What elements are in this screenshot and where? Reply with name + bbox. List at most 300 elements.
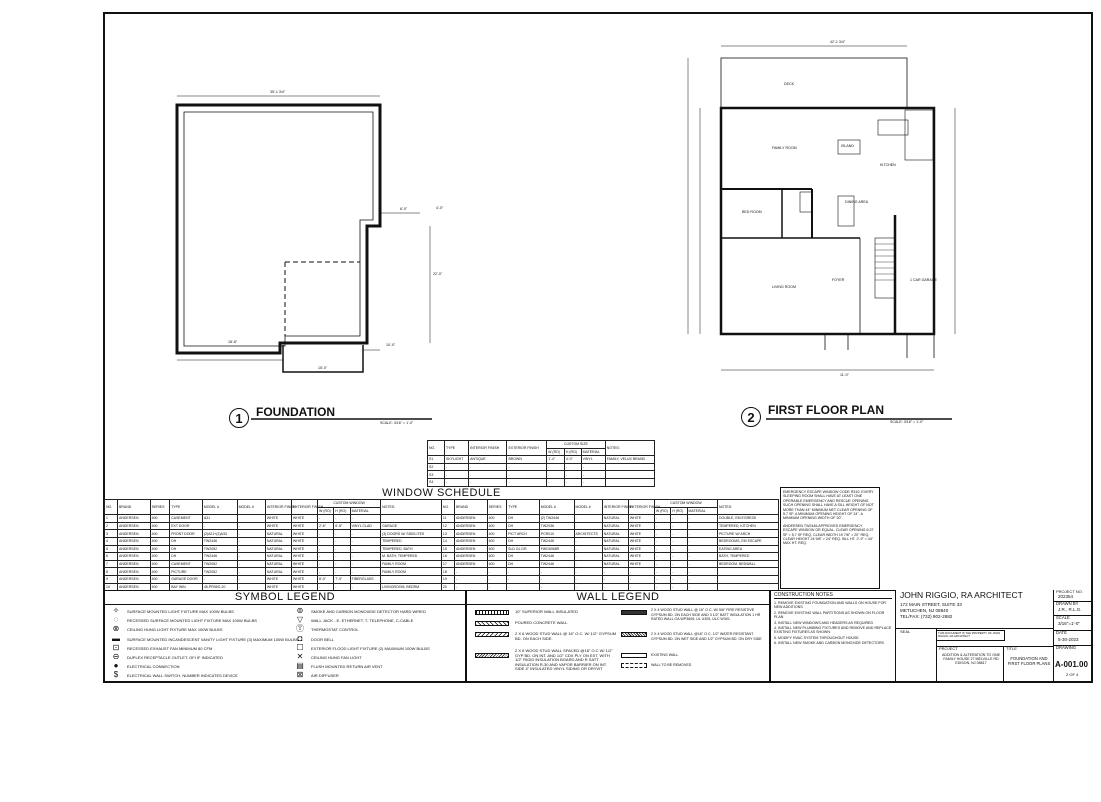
window-schedule-cell: - xyxy=(487,568,507,576)
symbol-legend-label: AIR DIFFUSER xyxy=(311,673,339,679)
electrical-connection-icon: ● xyxy=(113,661,119,671)
window-schedule-header: MATERIAL xyxy=(687,507,717,515)
skylight-cell: - xyxy=(564,463,581,471)
window-schedule-cell: - xyxy=(687,575,717,583)
window-schedule-cell: DH xyxy=(507,553,540,561)
window-schedule-cell: LIVINGROOM, BEDRM xyxy=(381,583,442,591)
window-schedule-cell: - xyxy=(602,568,628,576)
first-floor-view-title: FIRST FLOOR PLAN xyxy=(768,403,884,417)
symbol-legend-label: DUPLEX RECEPTACLE OUTLET, GFI IF INDICATED xyxy=(127,655,223,660)
window-schedule-cell: - xyxy=(237,530,265,538)
egress-notes-box xyxy=(780,487,880,589)
window-schedule-cell: - xyxy=(671,560,687,568)
window-schedule-rows xyxy=(105,515,779,591)
recessed-light-icon: ◌ xyxy=(113,615,119,625)
window-schedule-cell: - xyxy=(654,568,670,576)
construction-note: 1. REMOVE EXISTING FOUNDATION AND WALLS ON HOUSE FOR NEW ADDITIONS xyxy=(774,601,887,610)
wall-legend-label: 2 X 6 WOOD STUD WALL SPACED @16" O.C W/ 1/2" GYP BD. ON INT. AND 1/2" CDX PLY ON EXT. WITH 1/2" RIGID INSULATION BOARD AND R SATT INSULATION R-30 AND VAPOR BARRIER ON INT. SIDE 4" INSULATED VINYL SIDING OR DRYVIT xyxy=(515,648,613,672)
window-schedule-cell: WHITE xyxy=(628,553,654,561)
window-schedule-cell: - xyxy=(687,515,717,523)
construction-notes-title: CONSTRUCTION NOTES xyxy=(774,592,892,599)
foundation-dim-right: 22'-0" xyxy=(433,272,443,276)
window-schedule-cell: 400 xyxy=(487,515,507,523)
window-schedule-cell: - xyxy=(318,545,334,553)
window-schedule-cell: ANDERSEN xyxy=(118,568,151,576)
smoke-detector-icon: ⊚ xyxy=(296,606,304,615)
window-schedule-table xyxy=(104,499,779,591)
window-schedule-row xyxy=(105,515,779,523)
skylight-cell: - xyxy=(547,463,565,471)
window-schedule-cell: ANDERSEN xyxy=(118,575,151,583)
window-schedule-cell: ANDERSEN xyxy=(118,530,151,538)
ff-dim-top: 42'-1 3/4" xyxy=(830,40,846,44)
window-schedule-cell: WHITE xyxy=(265,575,291,583)
window-schedule-group-header: CUSTOM WINDOW xyxy=(318,500,381,508)
wall-legend-label: 2 X 6 WOOD STUD WALL @ 16" O.C. W/ 1/2" GYPSUM BD. ON EACH SIDE. xyxy=(515,631,617,641)
construction-notes-box xyxy=(770,590,896,682)
skylight-row xyxy=(428,463,655,471)
window-schedule-row xyxy=(105,522,779,530)
skylight-cell: BROWN xyxy=(507,456,547,464)
skylight-cell: - xyxy=(547,478,565,486)
window-schedule-cell xyxy=(381,575,442,583)
window-schedule-cell: - xyxy=(671,583,687,591)
window-schedule-cell: 400 xyxy=(487,553,507,561)
window-schedule-cell: NATURAL xyxy=(602,530,628,538)
window-schedule-cell: (3) DOORS W/ SIDELITES xyxy=(381,530,442,538)
window-schedule-header-row xyxy=(105,500,779,508)
date-label: DATE xyxy=(1056,630,1067,635)
window-schedule-cell: NATURAL xyxy=(265,530,291,538)
window-schedule-cell: 7'-0" xyxy=(334,575,350,583)
window-schedule-header: BRAND xyxy=(118,500,151,515)
skylight-cell: 1'-4" xyxy=(547,456,565,464)
window-schedule-cell: - xyxy=(539,575,574,583)
window-schedule-cell: - xyxy=(454,583,487,591)
window-schedule-cell: - xyxy=(237,522,265,530)
window-schedule-cell: - xyxy=(334,545,350,553)
wall-legend-label: WALL TO BE REMOVED xyxy=(651,663,692,667)
window-schedule-cell: 2'-6" xyxy=(318,522,334,530)
window-schedule-cell: ANDERSEN xyxy=(454,560,487,568)
vanity-light-icon: ▬ xyxy=(112,633,120,643)
window-schedule-cell: ANDERSEN xyxy=(118,522,151,530)
window-schedule-cell: WHITE xyxy=(291,560,317,568)
tb-divider-h1 xyxy=(896,628,1053,629)
window-schedule-cell: - xyxy=(654,537,670,545)
window-schedule-cell: ANDERSEN xyxy=(454,553,487,561)
window-schedule-cell: NATURAL xyxy=(265,560,291,568)
window-schedule-cell: TW2446 xyxy=(539,553,574,561)
skylight-cell: - xyxy=(469,471,507,479)
window-schedule-cell: 8'-0" xyxy=(318,575,334,583)
window-schedule-cell: 400 xyxy=(150,522,170,530)
window-schedule-cell: A31 xyxy=(202,515,237,523)
window-schedule-cell: - xyxy=(237,575,265,583)
window-schedule-header: EXTERIOR FINISH xyxy=(291,500,317,515)
window-schedule-cell: EATING AREA xyxy=(717,545,778,553)
window-schedule-cell: 400 xyxy=(150,553,170,561)
window-schedule-cell: - xyxy=(687,553,717,561)
window-schedule-cell: WHITE xyxy=(265,515,291,523)
window-schedule-header: INTERIOR FINISH xyxy=(602,500,628,515)
window-schedule-cell: - xyxy=(574,545,602,553)
sky-h-mat: MATERIAL xyxy=(581,448,605,456)
window-schedule-cell: 17 xyxy=(441,560,454,568)
window-schedule-cell xyxy=(717,568,778,576)
window-schedule-cell: - xyxy=(671,515,687,523)
construction-note: 2. REMOVE EXISTING WALL PARTITIONS AS SHOWN ON FLOOR PLAN xyxy=(774,610,885,620)
window-schedule-cell: BEDROOMS, EM ESCAPE xyxy=(717,537,778,545)
window-schedule-cell: ANDERSEN xyxy=(454,530,487,538)
ff-bed: BED ROOM xyxy=(742,210,762,214)
window-schedule-cell: - xyxy=(350,545,380,553)
window-schedule-cell: - xyxy=(602,575,628,583)
wall-sample-superior xyxy=(475,610,509,615)
sky-h-w: W (RO) xyxy=(547,448,565,456)
window-schedule-cell: 18 xyxy=(441,568,454,576)
skylight-cell: - xyxy=(445,471,469,479)
title-text: FOUNDATION AND FIRST FLOOR PLANS xyxy=(1007,656,1051,666)
wall-jack-icon: ▽ xyxy=(296,615,304,625)
window-schedule-cell: - xyxy=(574,522,602,530)
window-schedule-header: NOTES: xyxy=(381,500,442,515)
window-schedule-cell xyxy=(717,575,778,583)
window-schedule-cell: - xyxy=(487,583,507,591)
window-schedule-cell: - xyxy=(454,575,487,583)
window-schedule-head xyxy=(105,500,779,515)
window-schedule-cell: VINYL CLAD xyxy=(350,522,380,530)
construction-note: 4. INSTALL NEW PLUMBING FIXTURES AND REMOVE AND REPLACE EXISTING FIXTURES AS SHOWN. xyxy=(774,626,892,635)
skylight-rows xyxy=(428,456,655,486)
sky-h-int: INTERIOR FINISH xyxy=(469,441,507,456)
wall-legend-label: EXISTING WALL xyxy=(651,653,679,657)
window-schedule-cell: NATURAL xyxy=(265,568,291,576)
window-schedule-header: H (RO) xyxy=(334,507,350,515)
window-schedule-cell: 400 xyxy=(150,515,170,523)
window-schedule-cell: WHITE xyxy=(265,583,291,591)
window-schedule-cell: 1 xyxy=(105,515,118,523)
window-schedule-cell: - xyxy=(334,560,350,568)
foundation-dim-bottom-right: 10'-0" xyxy=(386,343,396,347)
wall-switch-icon: $ xyxy=(113,670,119,680)
ff-dim-bottom: 11'-0" xyxy=(840,373,849,377)
construction-note: 5. MODIFY HVAC SYSTEM THROUGHOUT HOUSE xyxy=(774,635,859,640)
window-schedule-cell: - xyxy=(687,560,717,568)
window-schedule-cell: - xyxy=(687,545,717,553)
window-schedule-cell: DH xyxy=(170,545,203,553)
window-schedule-header: MATERIAL xyxy=(350,507,380,515)
window-schedule-header: MODEL # xyxy=(202,500,237,515)
window-schedule-cell: - xyxy=(574,568,602,576)
ff-kitchen: KITCHEN xyxy=(880,163,896,167)
window-schedule-cell: NATURAL xyxy=(602,553,628,561)
wall-sample-existing xyxy=(621,653,647,658)
window-schedule-cell: - xyxy=(687,583,717,591)
window-schedule-cell: 400 xyxy=(487,530,507,538)
window-schedule-cell: - xyxy=(671,545,687,553)
window-schedule-header: NO. xyxy=(441,500,454,515)
ff-garage: 1 CAR GARAGE xyxy=(910,278,937,282)
window-schedule-cell: PICT ARCH xyxy=(507,530,540,538)
skylight-cell: - xyxy=(564,478,581,486)
window-schedule-cell: ARCHITECTS xyxy=(574,530,602,538)
window-schedule-cell: - xyxy=(628,568,654,576)
title-label: TITLE xyxy=(1006,646,1017,651)
window-schedule-cell: WHITE xyxy=(628,560,654,568)
window-schedule-cell: FAMILY ROOM xyxy=(381,560,442,568)
window-schedule-cell: - xyxy=(507,568,540,576)
window-schedule-cell: ANDERSEN xyxy=(118,545,151,553)
window-schedule-cell: TW2446 xyxy=(539,537,574,545)
window-schedule-header: MODEL # xyxy=(237,500,265,515)
title-block xyxy=(896,590,1092,682)
firm-address-1: 172 MAIN STREET, SUITE 33 xyxy=(900,602,962,607)
window-schedule-cell: 400 xyxy=(487,545,507,553)
skylight-cell: - xyxy=(507,478,547,486)
window-schedule-cell: 2 xyxy=(105,522,118,530)
tb-divider-v3 xyxy=(1003,646,1004,682)
window-schedule-cell: - xyxy=(334,568,350,576)
window-schedule-cell: - xyxy=(574,575,602,583)
window-schedule-cell: DH xyxy=(170,537,203,545)
window-schedule-cell: WHITE xyxy=(291,515,317,523)
project-label: PROJECT xyxy=(939,646,958,651)
window-schedule-header: SERIES xyxy=(150,500,170,515)
window-schedule-cell: 19 xyxy=(441,575,454,583)
wall-sample-concrete xyxy=(475,621,509,626)
sky-h-group: CUSTOM SIZE xyxy=(547,441,606,449)
skylight-cell: S3 xyxy=(428,471,445,479)
window-schedule-cell: - xyxy=(602,583,628,591)
skylight-cell xyxy=(605,478,654,486)
wall-legend-title: WALL LEGEND xyxy=(467,591,769,605)
skylight-row xyxy=(428,456,655,464)
window-schedule-header: NOTES: xyxy=(717,500,778,515)
window-schedule-cell: CASEMENT xyxy=(170,515,203,523)
wall-legend-label: POURED CONCRETE WALL xyxy=(515,620,568,625)
symbol-legend-label: RECESSED SURFACE MOUNTED LIGHT FIXTURE MAX 100W BULBS xyxy=(127,618,257,624)
window-schedule-cell: - xyxy=(628,583,654,591)
symbol-legend-label: DOOR BELL xyxy=(311,636,334,642)
first-floor-view-number: 2 xyxy=(741,407,761,427)
window-schedule-cell: 12 xyxy=(441,522,454,530)
skylight-table xyxy=(427,440,655,487)
window-schedule-row xyxy=(105,530,779,538)
window-schedule-cell: ANDERSEN xyxy=(454,537,487,545)
window-schedule-cell: TEMPERED xyxy=(381,537,442,545)
window-schedule-cell: WHITE xyxy=(291,530,317,538)
wall-sample-2x4-fire xyxy=(621,610,647,615)
symbol-legend-label: FLUSH MOUNTED RETURN AIR VENT xyxy=(311,664,383,670)
skylight-cell: - xyxy=(564,471,581,479)
window-schedule-cell: NATURAL xyxy=(265,545,291,553)
sky-h-notes: NOTES: xyxy=(605,441,654,456)
window-schedule-cell: NATURAL xyxy=(602,515,628,523)
window-schedule-cell: 6'-8" xyxy=(334,522,350,530)
skylight-cell: VINYL xyxy=(581,456,605,464)
window-schedule-cell: - xyxy=(334,583,350,591)
window-schedule-cell: TW2052 xyxy=(202,545,237,553)
window-schedule-cell: (2) TW2446 xyxy=(539,515,574,523)
first-floor-scale: SCALE: 3/16" = 1'-0" xyxy=(890,420,924,424)
window-schedule-cell: - xyxy=(574,515,602,523)
first-floor-plan xyxy=(688,46,955,370)
window-schedule-cell: - xyxy=(334,530,350,538)
skylight-row xyxy=(428,478,655,486)
window-schedule-header: NO. xyxy=(105,500,118,515)
window-schedule-cell: GARAGE DOOR xyxy=(170,575,203,583)
window-schedule-row xyxy=(105,568,779,576)
window-schedule-cell xyxy=(381,515,442,523)
skylight-cell: S4 xyxy=(428,478,445,486)
window-schedule-cell: 400 xyxy=(487,560,507,568)
window-schedule-cell: - xyxy=(574,553,602,561)
date-value: 5-30-2023 xyxy=(1058,637,1079,642)
window-schedule-cell: - xyxy=(671,537,687,545)
window-schedule-cell: 3 xyxy=(105,530,118,538)
window-schedule-cell: NATURAL xyxy=(602,537,628,545)
window-schedule-cell: - xyxy=(237,560,265,568)
symbol-legend-label: CEILING HUNG LIGHT FIXTURE MAX 100W BULBS xyxy=(127,627,223,633)
window-schedule-cell: TW2036 xyxy=(539,522,574,530)
symbol-legend-label: SMOKE AND CARBON MONOXIDE DETECTOR HARD WIRED xyxy=(311,609,426,614)
window-schedule-cell xyxy=(237,515,265,523)
door-bell-icon: ◘ xyxy=(297,633,303,643)
window-schedule-cell: TEMPERED, BATH xyxy=(381,545,442,553)
window-schedule-cell: - xyxy=(350,568,380,576)
window-schedule-cell: - xyxy=(334,553,350,561)
window-schedule-cell: - xyxy=(671,522,687,530)
ff-island: ISLAND xyxy=(841,144,854,148)
window-schedule-header: MODEL # xyxy=(574,500,602,515)
ff-foyer: FOYER xyxy=(832,278,845,282)
skylight-cell: - xyxy=(581,478,605,486)
skylight-cell xyxy=(605,471,654,479)
window-schedule-header: W (RO) xyxy=(318,507,334,515)
window-schedule-cell: 400 xyxy=(487,537,507,545)
scale-value: 3/16"=1'-0" xyxy=(1058,621,1080,626)
window-schedule-cell: WHITE xyxy=(291,553,317,561)
foundation-dim-bottom-left: 18'-8" xyxy=(228,340,238,344)
skylight-row xyxy=(428,471,655,479)
window-schedule-cell: FAMILY ROOM xyxy=(381,568,442,576)
symbol-legend-title: SYMBOL LEGEND xyxy=(105,591,465,605)
flood-light-icon: ☐ xyxy=(296,642,304,652)
skylight-cell: - xyxy=(469,463,507,471)
window-schedule-cell: TW2446 xyxy=(202,537,237,545)
wall-legend-box xyxy=(466,590,770,682)
sheet-number: 2 OF 4 xyxy=(1066,672,1079,677)
window-schedule-cell: TEMPERED, KITCHEN xyxy=(717,522,778,530)
skylight-cell: 4'-0" xyxy=(564,456,581,464)
window-schedule-cell: DH xyxy=(170,553,203,561)
window-schedule-cell: NATURAL xyxy=(265,537,291,545)
window-schedule-cell: - xyxy=(350,530,380,538)
ff-dining: DINING AREA xyxy=(845,200,869,204)
window-schedule-cell: 5 xyxy=(105,545,118,553)
window-schedule-cell: WHITE xyxy=(628,522,654,530)
window-schedule-header: SERIES xyxy=(487,500,507,515)
window-schedule-cell: 14 xyxy=(441,537,454,545)
window-schedule-cell: - xyxy=(671,530,687,538)
window-schedule-cell: - xyxy=(487,575,507,583)
window-schedule-cell: DOUBLE, EM EGRESS xyxy=(717,515,778,523)
construction-note: 6. INSTALL NEW SMOKE AND CARBON MONOXIDE DETECTORS xyxy=(774,641,884,646)
window-schedule-cell: 400 xyxy=(150,575,170,583)
window-schedule-group-header: CUSTOM WINDOW xyxy=(654,500,717,508)
window-schedule-cell: - xyxy=(687,537,717,545)
skylight-cell: - xyxy=(445,463,469,471)
window-schedule-cell: WHITE xyxy=(265,522,291,530)
window-schedule-cell: - xyxy=(318,560,334,568)
window-schedule-cell: - xyxy=(507,575,540,583)
skylight-cell: - xyxy=(507,463,547,471)
symbol-legend-label: RECESSED EXHAUST FAN MINIMUM 80 CFM xyxy=(127,645,213,651)
window-schedule-cell: 11 xyxy=(441,515,454,523)
window-schedule-cell: DH xyxy=(507,522,540,530)
window-schedule-cell: BATH, TEMPERED xyxy=(717,553,778,561)
window-schedule-cell: - xyxy=(539,583,574,591)
window-schedule-cell: - xyxy=(671,575,687,583)
wall-legend-label: 10" SUPERIOR WALL INSULATED xyxy=(515,609,578,614)
window-schedule-cell: 400 xyxy=(150,545,170,553)
skylight-cell: FAMILY, VELUX BRAND xyxy=(605,456,654,464)
window-schedule-cell: WHITE xyxy=(291,545,317,553)
window-schedule-cell: 400 xyxy=(487,522,507,530)
firm-address-2: METUCHEN, NJ 08840 xyxy=(900,608,949,613)
window-schedule-cell: NATURAL xyxy=(265,553,291,561)
skylight-cell: ANTIQUE xyxy=(469,456,507,464)
window-schedule-cell: - xyxy=(350,537,380,545)
foundation-dim-top: 35'-1 3/4" xyxy=(270,90,286,94)
window-schedule-cell: FWG6068R xyxy=(539,545,574,553)
drawing-label: DRAWING xyxy=(1056,645,1077,650)
window-schedule-cell: DH xyxy=(507,560,540,568)
window-schedule-cell: - xyxy=(654,583,670,591)
drawing-number: A-001.00 xyxy=(1055,660,1088,669)
window-schedule-cell: WHITE xyxy=(291,537,317,545)
construction-note: 3. INSTALL NEW WINDOWS AND HEADERS AS REQUIRED xyxy=(774,620,874,625)
window-schedule-cell: WHITE xyxy=(291,583,317,591)
ff-family: FAMILY ROOM xyxy=(772,146,797,150)
window-schedule-cell: TW2446 xyxy=(539,560,574,568)
window-schedule-cell: NATURAL xyxy=(602,560,628,568)
window-schedule-cell: 8 xyxy=(105,568,118,576)
skylight-cell: S1 xyxy=(428,456,445,464)
foundation-scale: SCALE: 3/16" = 1'-0" xyxy=(380,421,414,425)
window-schedule-cell: SLD GL DR xyxy=(507,545,540,553)
window-schedule-cell: 16 xyxy=(441,553,454,561)
fan-icon: ✕ xyxy=(296,652,304,661)
skylight-cell: - xyxy=(581,463,605,471)
ff-living: LIVING ROOM xyxy=(772,285,796,289)
symbol-legend-label: SURFACE MOUNTED INCANDESCENT VANITY LIGHT FIXTURE (3) MAXIMUM 100W BULBS xyxy=(127,636,299,642)
window-schedule-cell: (2)A21+(2)A33 xyxy=(202,530,237,538)
firm-name: JOHN RIGGIO, RA ARCHITECT xyxy=(900,590,1023,600)
construction-notes-list xyxy=(774,601,892,646)
window-schedule-cell: - xyxy=(654,560,670,568)
window-schedule-cell: - xyxy=(334,537,350,545)
window-schedule-cell: TW2446 xyxy=(202,553,237,561)
skylight-cell: - xyxy=(507,471,547,479)
window-schedule-header: TYPE xyxy=(170,500,203,515)
air-diffuser-icon: ⊠ xyxy=(296,670,304,680)
window-schedule-cell: - xyxy=(318,515,334,523)
wall-sample-2x6-ext xyxy=(475,653,509,658)
symbol-legend-label: EXTERIOR FLOOD LIGHT FIXTURE (2) MAXIMUM 100W BULBS xyxy=(311,645,430,651)
window-schedule-cell: NATURAL xyxy=(602,522,628,530)
